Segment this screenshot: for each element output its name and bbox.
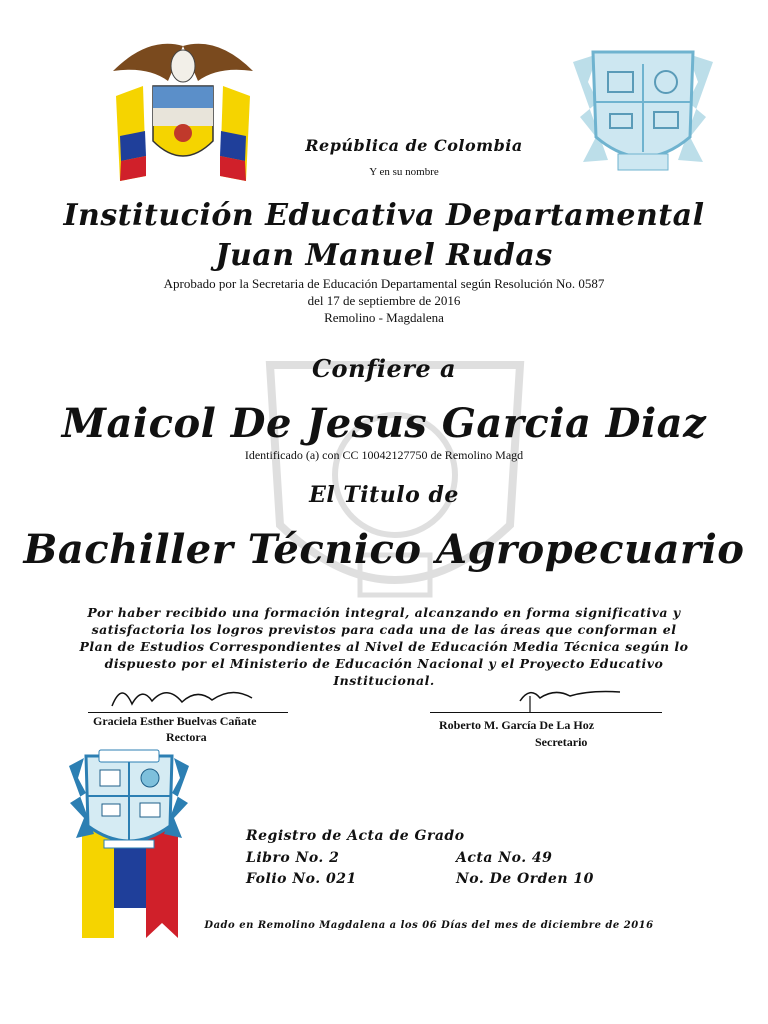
secretary-signature-line bbox=[430, 712, 662, 713]
approval-line3: Remolino - Magdalena bbox=[324, 310, 444, 325]
rector-signature-line bbox=[88, 712, 288, 713]
coat-of-arms-icon bbox=[108, 36, 258, 186]
registry-folio: Folio No. 021 bbox=[246, 871, 357, 887]
institution-name-line2: Juan Manuel Rudas bbox=[215, 238, 553, 273]
secretary-signature-icon bbox=[510, 676, 630, 716]
secretary-name: Roberto M. García De La Hoz bbox=[439, 718, 595, 732]
given-in-text: Dado en Remolino Magdalena a los 06 Días del mes de diciembre de 2016 bbox=[204, 920, 654, 931]
registry-title: Registro de Acta de Grado bbox=[246, 828, 465, 844]
in-name-text: Y en su nombre bbox=[369, 166, 439, 178]
rector-role: Rectora bbox=[166, 730, 207, 744]
institution-name-line1: Institución Educativa Departamental bbox=[63, 198, 705, 233]
republic-heading: República de Colombia bbox=[305, 136, 523, 155]
flag-banner-icon bbox=[64, 748, 194, 943]
registry-order: No. De Orden 10 bbox=[456, 871, 594, 887]
confers-heading: Confiere a bbox=[311, 354, 457, 383]
rector-signature-icon bbox=[92, 676, 272, 716]
school-crest-icon bbox=[568, 42, 718, 182]
approval-line1: Aprobado por la Secretaria de Educación Departamental según Resolución No. 0587 bbox=[163, 276, 605, 291]
registry-acta: Acta No. 49 bbox=[456, 850, 553, 866]
registry-book: Libro No. 2 bbox=[246, 850, 340, 866]
recipient-identification: Identificado (a) con CC 10042127750 de Remolino Magd bbox=[244, 448, 524, 462]
rector-name: Graciela Esther Buelvas Cañate bbox=[93, 714, 257, 728]
approval-line2: del 17 de septiembre de 2016 bbox=[307, 293, 461, 308]
title-of-heading: El Titulo de bbox=[309, 482, 459, 508]
degree-title: Bachiller Técnico Agropecuario bbox=[23, 526, 745, 573]
recipient-name: Maicol De Jesus Garcia Diaz bbox=[61, 400, 707, 447]
certificate-body-text: Por haber recibido una formación integral, alcanzando en forma significativa y satisfactoria los logros previstos para cada una de las áreas que conforman el Plan de Estudios Correspondientes al Nivel de Educación Media Técnica según lo dispuesto por el Ministerio de Educación Nacional y el Proyecto Educativo Institucional. bbox=[79, 605, 689, 688]
secretary-role: Secretario bbox=[535, 735, 588, 749]
